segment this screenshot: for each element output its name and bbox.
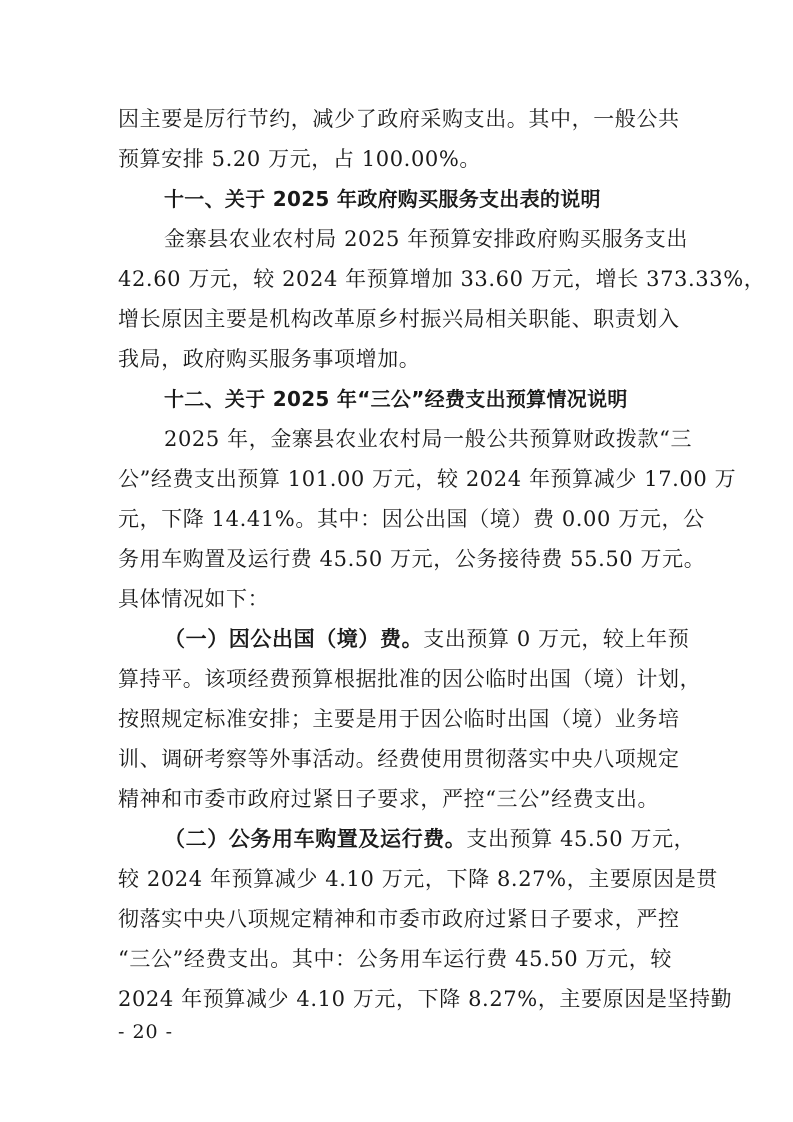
subsection-1-line-5: 精神和市委市政府过紧日子要求，严控“三公”经费支出。 <box>118 787 660 811</box>
paragraph-11-line-2: 42.60 万元，较 2024 年预算增加 33.60 万元，增长 373.33%， <box>118 267 766 291</box>
subsection-1-line-3: 按照规定标准安排；主要是用于因公临时出国（境）业务培 <box>118 707 680 731</box>
paragraph-12-line-5: 具体情况如下： <box>118 587 270 611</box>
body-line-1: 因主要是厉行节约，减少了政府采购支出。其中，一般公共 <box>118 107 680 131</box>
subsection-1-line-1 <box>164 621 689 657</box>
subsection-1-line-1-text: 支出预算 0 万元，较上年预 <box>423 627 690 651</box>
subsection-2-line-4: “三公”经费支出。其中：公务用车运行费 45.50 万元，较 <box>118 947 672 971</box>
subsection-1-line-2: 算持平。该项经费预算根据批准的因公临时出国（境）计划， <box>118 667 702 691</box>
section-heading-12: 十二、关于 2025 年“三公”经费支出预算情况说明 <box>164 387 628 411</box>
body-line-2: 预算安排 5.20 万元，占 100.00%。 <box>118 147 482 171</box>
paragraph-11-line-4: 我局，政府购买服务事项增加。 <box>118 347 421 371</box>
page-number: - 20 - <box>118 1021 174 1043</box>
paragraph-11-line-3: 增长原因主要是机构改革原乡村振兴局相关职能、职责划入 <box>118 307 680 331</box>
paragraph-12-line-1: 2025 年，金寨县农业农村局一般公共预算财政拨款“三 <box>164 427 693 451</box>
paragraph-11-line-1: 金寨县农业农村局 2025 年预算安排政府购买服务支出 <box>164 227 688 251</box>
subsection-1-title: （一）因公出国（境）费。 <box>164 627 424 651</box>
subsection-2-line-3: 彻落实中央八项规定精神和市委市政府过紧日子要求，严控 <box>118 907 680 931</box>
subsection-2-line-5: 2024 年预算减少 4.10 万元，下降 8.27%，主要原因是坚持勤 <box>118 987 733 1011</box>
subsection-2-line-1 <box>164 821 695 857</box>
paragraph-12-line-2: 公”经费支出预算 101.00 万元，较 2024 年预算减少 17.00 万 <box>118 467 737 491</box>
subsection-2-line-2: 较 2024 年预算减少 4.10 万元，下降 8.27%，主要原因是贯 <box>118 867 718 891</box>
section-heading-11: 十一、关于 2025 年政府购买服务支出表的说明 <box>164 187 601 211</box>
paragraph-12-line-4: 务用车购置及运行费 45.50 万元，公务接待费 55.50 万元。 <box>118 547 706 571</box>
subsection-1-line-4: 训、调研考察等外事活动。经费使用贯彻落实中央八项规定 <box>118 747 680 771</box>
paragraph-12-line-3: 元，下降 14.41%。其中：因公出国（境）费 0.00 万元，公 <box>118 507 705 531</box>
subsection-2-line-1-text: 支出预算 45.50 万元， <box>466 827 696 851</box>
subsection-2-title: （二）公务用车购置及运行费。 <box>164 827 467 851</box>
